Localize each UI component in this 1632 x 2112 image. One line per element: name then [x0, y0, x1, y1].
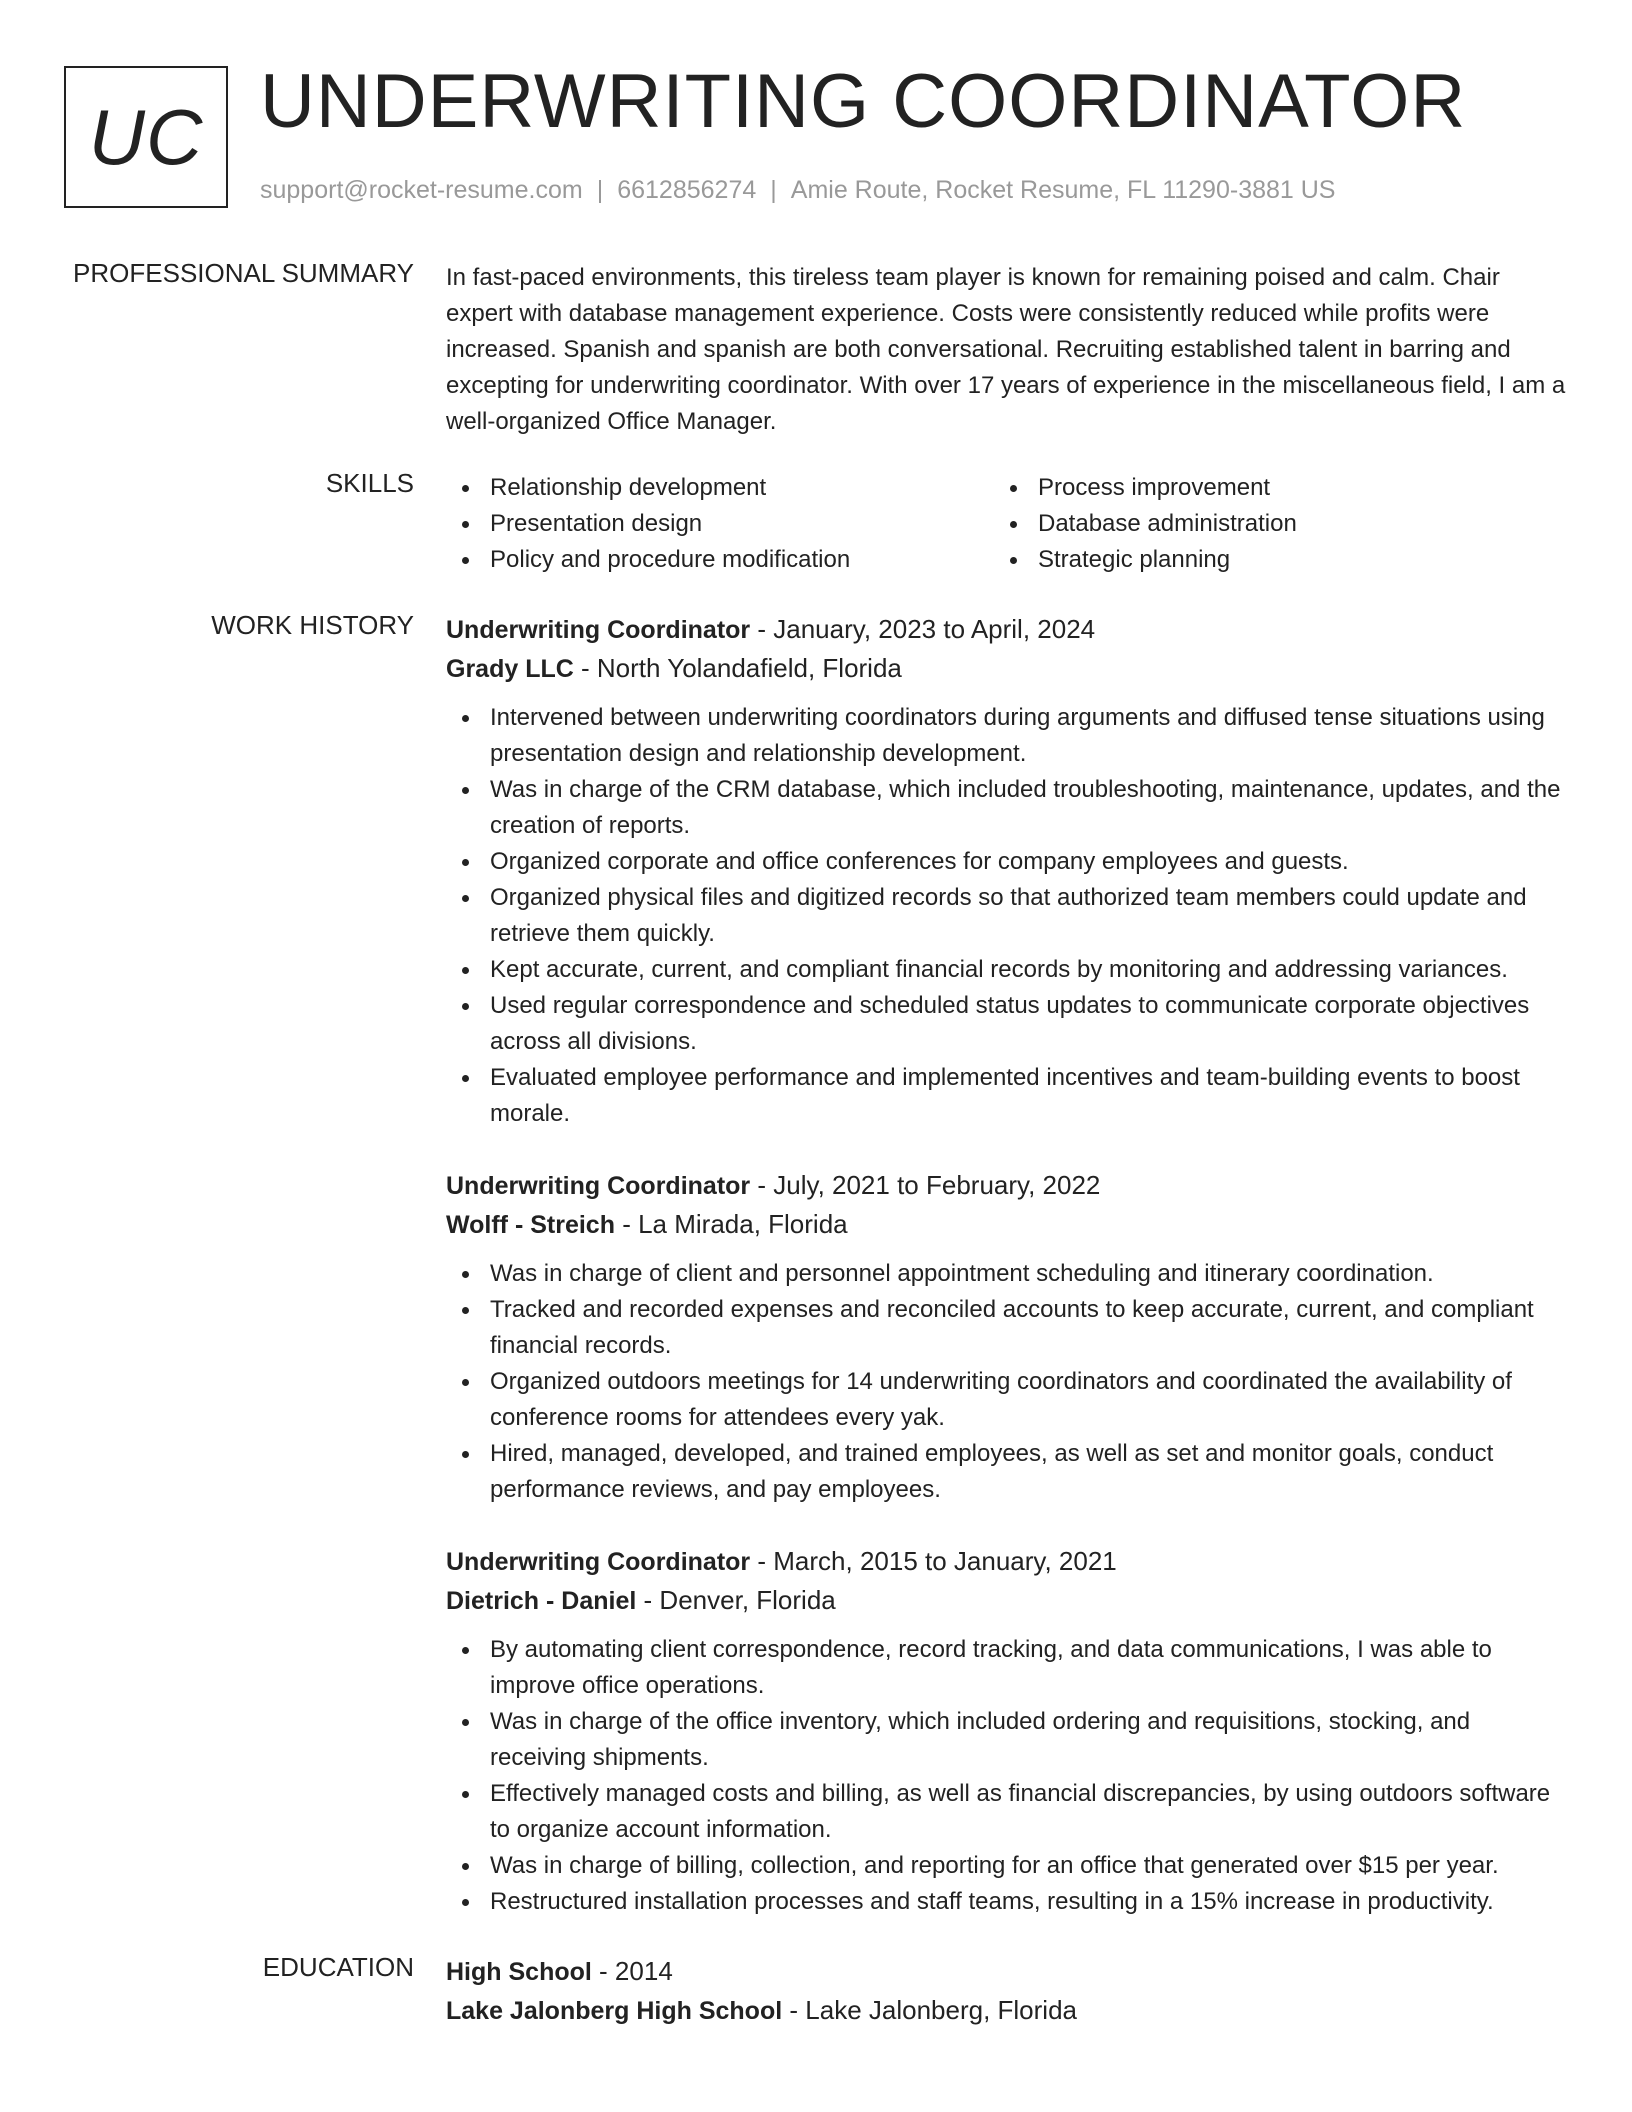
- job-title: Underwriting Coordinator: [446, 1548, 751, 1576]
- job-dates: - July, 2021 to February, 2022: [750, 1170, 1101, 1200]
- job-bullet: Organized physical files and digitized records so that authorized team members could update and retrieve them quickly.: [446, 880, 1570, 952]
- job-location: - La Mirada, Florida: [614, 1209, 848, 1239]
- skill-item: Strategic planning: [994, 542, 1542, 578]
- job-bullet: Was in charge of client and personnel appointment scheduling and itinerary coordination.: [446, 1256, 1570, 1292]
- skill-item: Process improvement: [994, 470, 1542, 506]
- monogram-logo: UC: [64, 66, 228, 208]
- job-dates: - January, 2023 to April, 2024: [750, 614, 1096, 644]
- job-entry: [446, 610, 1570, 1132]
- job-bullet: Was in charge of the CRM database, which included troubleshooting, maintenance, updates, and the creation of reports.: [446, 772, 1570, 844]
- section-label-education: EDUCATION: [262, 1952, 414, 1982]
- job-title-line: [446, 610, 1570, 649]
- job-company: Wolff - Streich: [446, 1211, 615, 1239]
- section-label-summary: PROFESSIONAL SUMMARY: [73, 258, 414, 288]
- education-school: Lake Jalonberg High School: [446, 1997, 783, 2025]
- skill-item: Database administration: [994, 506, 1542, 542]
- education-degree-line: [446, 1952, 1570, 1991]
- job-bullet: Kept accurate, current, and compliant financial records by monitoring and addressing variances.: [446, 952, 1570, 988]
- contact-address: Amie Route, Rocket Resume, FL 11290-3881 US: [790, 176, 1336, 204]
- skills-column-right: [994, 470, 1542, 578]
- skills-column-left: [446, 470, 994, 578]
- section-label-skills: SKILLS: [325, 468, 414, 498]
- job-location: - North Yolandafield, Florida: [573, 653, 902, 683]
- job-entry: [446, 1542, 1570, 1920]
- job-company: Dietrich - Daniel: [446, 1587, 637, 1615]
- education-year: - 2014: [591, 1956, 673, 1986]
- job-bullets: [446, 1256, 1570, 1508]
- job-company: Grady LLC: [446, 655, 574, 683]
- job-title-line: [446, 1166, 1570, 1205]
- job-title: Underwriting Coordinator: [446, 616, 751, 644]
- job-company-line: [446, 649, 1570, 688]
- job-bullet: Evaluated employee performance and implemented incentives and team-building events to boost morale.: [446, 1060, 1570, 1132]
- education-location: - Lake Jalonberg, Florida: [782, 1995, 1077, 2025]
- education-entry: [446, 1952, 1570, 2030]
- skill-item: Policy and procedure modification: [446, 542, 994, 578]
- job-bullet: Used regular correspondence and scheduled status updates to communicate corporate objectives across all divisions.: [446, 988, 1570, 1060]
- job-bullets: [446, 1632, 1570, 1920]
- section-label-work-history: WORK HISTORY: [211, 610, 414, 640]
- job-bullet: Tracked and recorded expenses and reconciled accounts to keep accurate, current, and compliant financial records.: [446, 1292, 1570, 1364]
- job-bullet: Was in charge of billing, collection, and reporting for an office that generated over $15 per year.: [446, 1848, 1570, 1884]
- contact-separator: |: [596, 176, 604, 204]
- job-bullet: Organized outdoors meetings for 14 underwriting coordinators and coordinated the availability of conference rooms for attendees every yak.: [446, 1364, 1570, 1436]
- job-location: - Denver, Florida: [636, 1585, 836, 1615]
- job-bullet: Was in charge of the office inventory, which included ordering and requisitions, stocking, and receiving shipments.: [446, 1704, 1570, 1776]
- job-bullet: Hired, managed, developed, and trained employees, as well as set and monitor goals, conduct performance reviews, and pay employees.: [446, 1436, 1570, 1508]
- skills-list: [446, 470, 1570, 578]
- summary-text: In fast-paced environments, this tireless team player is known for remaining poised and calm. Chair expert with database management experience. Costs were consistently reduced while profits were increased. Spanish and spanish are both conversational. Recruiting established talent in barring and excepting for underwriting coordinator. With over 17 years of experience in the miscellaneous field, I am a well-organized Office Manager.: [446, 264, 1566, 435]
- job-bullet: By automating client correspondence, record tracking, and data communications, I was able to improve office operations.: [446, 1632, 1570, 1704]
- skill-item: Presentation design: [446, 506, 994, 542]
- contact-email[interactable]: support@rocket-resume.com: [260, 176, 583, 204]
- job-company-line: [446, 1205, 1570, 1244]
- job-company-line: [446, 1581, 1570, 1620]
- education-degree: High School: [446, 1958, 592, 1986]
- contact-separator: |: [770, 176, 777, 204]
- job-dates: - March, 2015 to January, 2021: [750, 1546, 1117, 1576]
- education-school-line: [446, 1991, 1570, 2030]
- job-bullet: Organized corporate and office conferences for company employees and guests.: [446, 844, 1570, 880]
- job-bullet: Effectively managed costs and billing, as well as financial discrepancies, by using outdoors software to organize account information.: [446, 1776, 1570, 1848]
- job-bullet: Intervened between underwriting coordinators during arguments and diffused tense situations using presentation design and relationship development.: [446, 700, 1570, 772]
- job-entry: [446, 1166, 1570, 1508]
- job-title: Underwriting Coordinator: [446, 1172, 751, 1200]
- contact-line: [260, 176, 1335, 205]
- job-title-line: [446, 1542, 1570, 1581]
- job-bullets: [446, 700, 1570, 1132]
- skill-item: Relationship development: [446, 470, 994, 506]
- contact-phone[interactable]: 6612856274: [617, 176, 757, 204]
- page-title: UNDERWRITING COORDINATOR: [260, 59, 1467, 144]
- job-bullet: Restructured installation processes and staff teams, resulting in a 15% increase in productivity.: [446, 1884, 1570, 1920]
